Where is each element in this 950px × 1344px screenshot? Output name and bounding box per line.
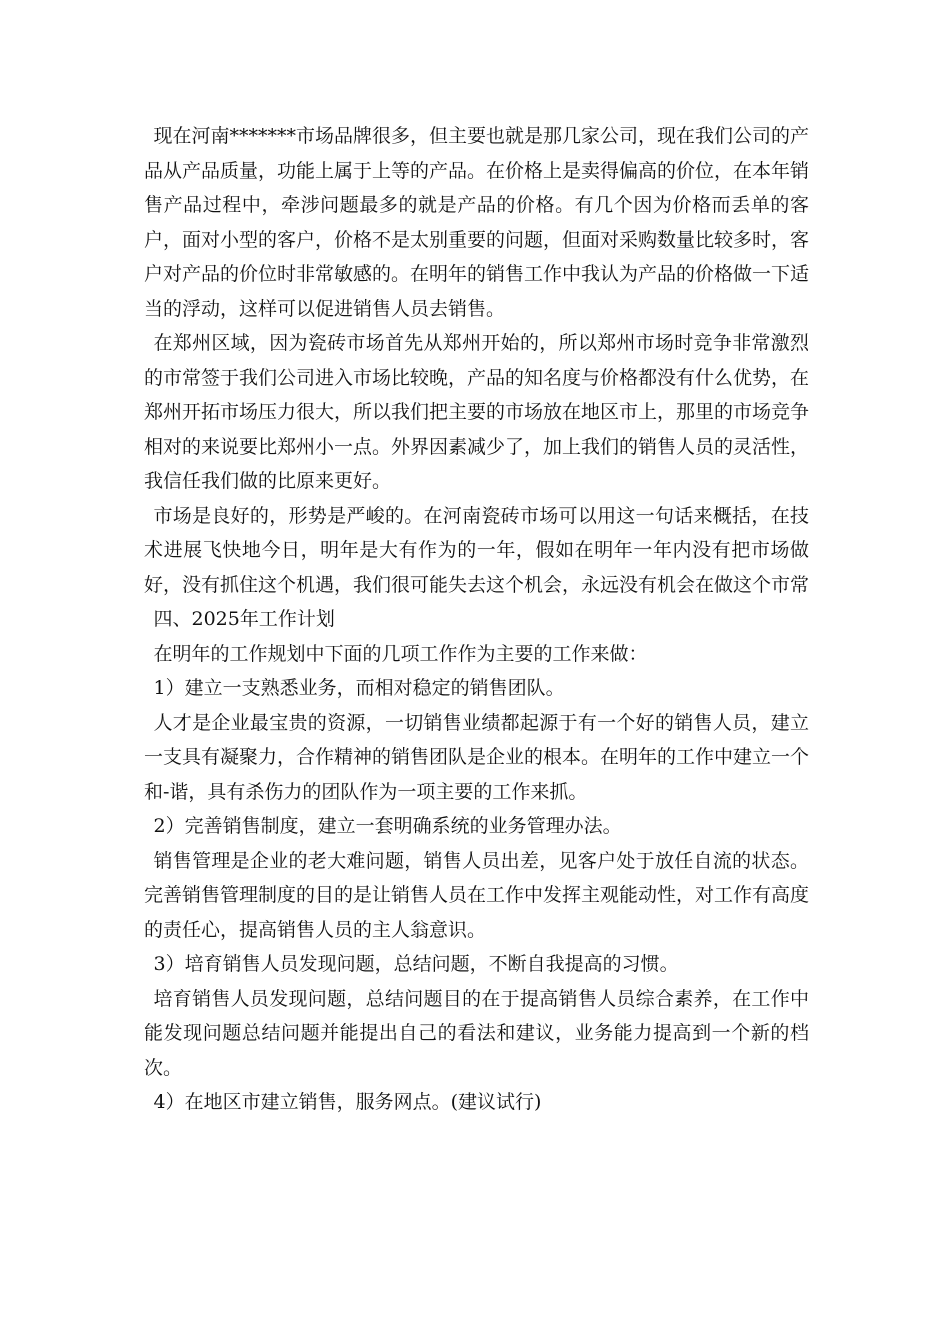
paragraph-zhengzhou-region: 在郑州区域，因为瓷砖市场首先从郑州开始的，所以郑州市场时竞争非常激烈的市常签于我们公司进入市场比较晚，产品的知名度与价格都没有什么优势，在郑州开拓市场压力很大，所以我们把主要的市场放在地区市上，那里的市场竞争相对的来说要比郑州小一点。外界因素减少了，加上我们的销售人员的灵活性，我信任我们做的比原来更好。 xyxy=(144,332,810,492)
list-item-2-heading: 2）完善销售制度，建立一套明确系统的业务管理办法。 xyxy=(153,815,622,837)
list-item-3-body: 培育销售人员发现问题，总结问题目的在于提高销售人员综合素养，在工作中能发现问题总结问题并能提出自己的看法和建议，业务能力提高到一个新的档次。 xyxy=(144,987,809,1079)
paragraph-market-outlook: 市场是良好的，形势是严峻的。在河南瓷砖市场可以用这一句话来概括，在技术进展飞快地今日，明年是大有作为的一年，假如在明年一年内没有把市场做好，没有抓住这个机遇，我们很可能失去这个机会，永远没有机会在做这个市常 xyxy=(144,504,810,596)
document-body xyxy=(144,119,809,1120)
list-item-2-body: 销售管理是企业的老大难问题，销售人员出差，见客户处于放任自流的状态。完善销售管理制度的目的是让销售人员在工作中发挥主观能动性，对工作有高度的责任心，提高销售人员的主人翁意识。 xyxy=(144,849,810,941)
list-item-1-body: 人才是企业最宝贵的资源，一切销售业绩都起源于有一个好的销售人员，建立一支具有凝聚力，合作精神的销售团队是企业的根本。在明年的工作中建立一个和-谐，具有杀伤力的团队作为一项主要的工作来抓。 xyxy=(144,711,810,803)
section-heading-work-plan: 四、2025年工作计划 xyxy=(153,608,335,630)
paragraph-market-brands: 现在河南*******市场品牌很多，但主要也就是那几家公司，现在我们公司的产品从产品质量，功能上属于上等的产品。在价格上是卖得偏高的价位，在本年销售产品过程中，牵涉问题最多的就是产品的价格。有几个因为价格而丢单的客户，面对小型的客户，价格不是太别重要的问题，但面对采购数量比较多时，客户对产品的价位时非常敏感的。在明年的销售工作中我认为产品的价格做一下适当的浮动，这样可以促进销售人员去销售。 xyxy=(144,125,810,320)
list-item-4-heading: 4）在地区市建立销售，服务网点。(建议试行) xyxy=(153,1091,542,1113)
paragraph-plan-intro: 在明年的工作规划中下面的几项工作作为主要的工作来做： xyxy=(153,642,648,665)
list-item-3-heading: 3）培育销售人员发现问题，总结问题，不断自我提高的习惯。 xyxy=(153,953,679,975)
list-item-1-heading: 1）建立一支熟悉业务，而相对稳定的销售团队。 xyxy=(153,677,565,699)
